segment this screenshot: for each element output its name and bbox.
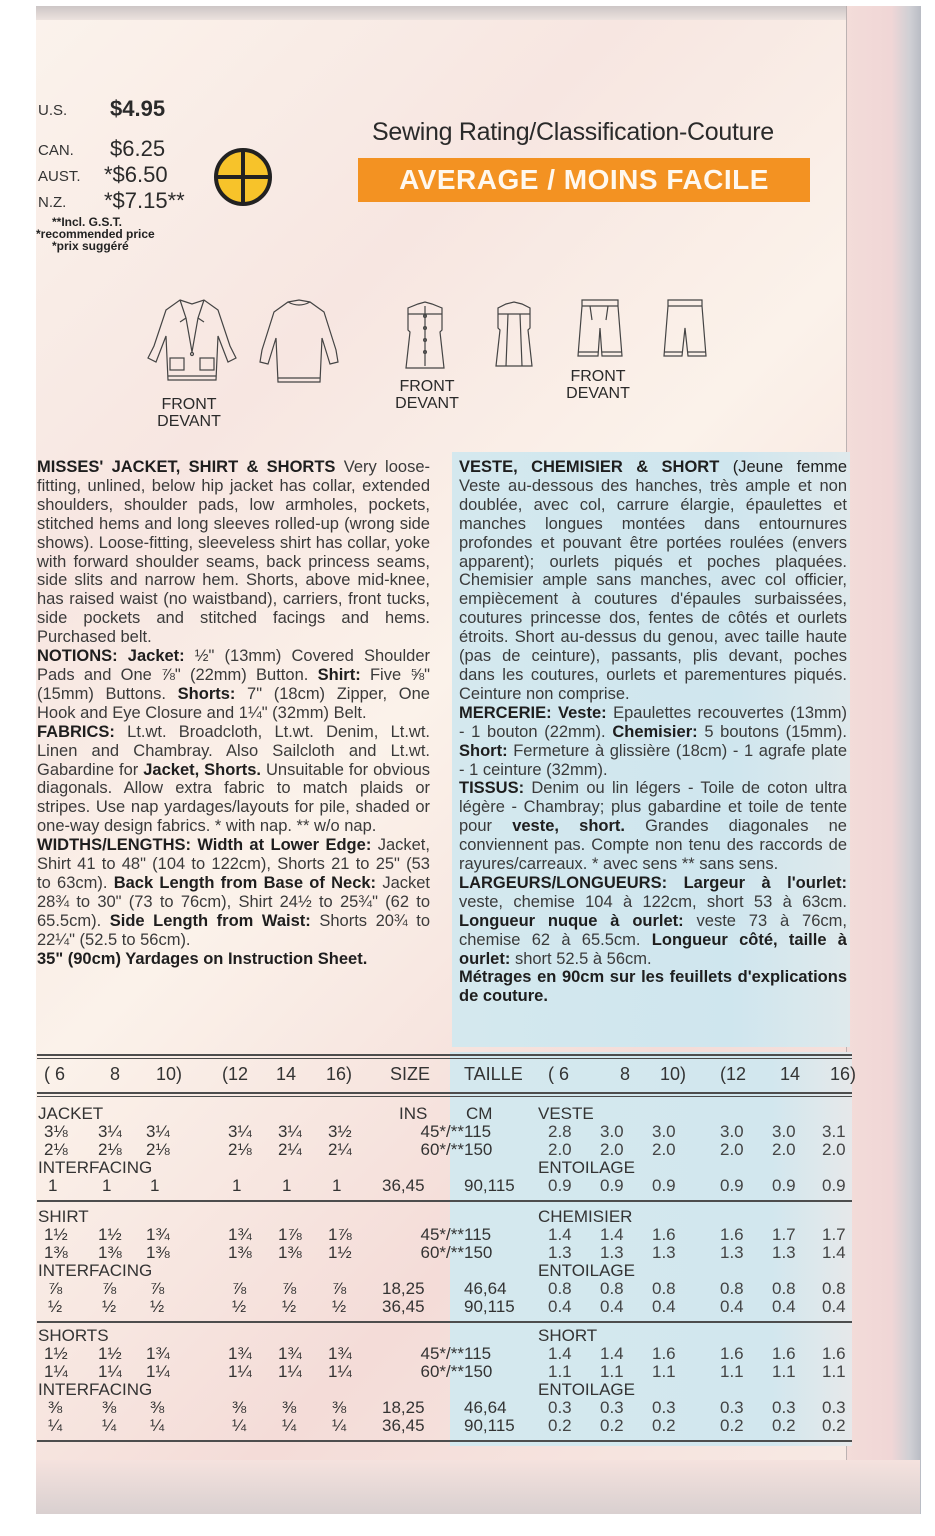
yardage-value-en: 1½ xyxy=(98,1225,122,1244)
yardage-value-en: 1¾ xyxy=(328,1344,352,1363)
interfacing-value-fr: 0.3 xyxy=(822,1398,846,1417)
yardage-value-fr: 1.3 xyxy=(772,1243,796,1262)
yardage-value-en: 2⅛ xyxy=(228,1140,252,1159)
interfacing-value-en: ½ xyxy=(232,1297,247,1316)
fabric-width-cm: 150 xyxy=(464,1362,493,1381)
notions-shirt: Five ⅝" (15mm) Buttons. xyxy=(37,665,431,703)
sewing-rating-title: Sewing Rating/Classification-Couture xyxy=(372,118,774,146)
yardage-value-en: 1¾ xyxy=(278,1344,302,1363)
french-title: VESTE, CHEMISIER & SHORT xyxy=(459,458,720,476)
interfacing-value-fr: 0.4 xyxy=(548,1297,572,1316)
interfacing-value-en: 1 xyxy=(282,1176,292,1195)
interfacing-value-fr: 0.2 xyxy=(822,1416,846,1435)
yardage-value-en: 1¾ xyxy=(228,1344,252,1363)
unit-cm: CM xyxy=(466,1104,493,1123)
interfacing-width-ins: 36,45 xyxy=(382,1416,425,1435)
french-body: Veste au-dessous des hanches, très ample et non doublée, avec col, carrure élargie, épaulettes et manches longues montées dans entournures profondes et pouvant être portées roulées (envers apparent); ourlets piqués et poches plaquées. Chemisier ample sans manches, avec col officier, empiècement à coutures d'épaules surbaissées, coutures princesse dos, fentes de côtés et ourlets étroits. Short au-dessus du genou, avec taille haute (pas de ceinture), passants, plis devant, poches dans les coutures, ourlets et parementures piqués. Ceinture non comprise. xyxy=(459,476,847,703)
mercerie-short-label: Short: xyxy=(459,741,508,760)
mercerie-chemisier: 5 boutons (15mm). xyxy=(704,722,847,741)
interfacing-value-fr: 0.3 xyxy=(772,1398,796,1417)
yardage-value-en: 3⅛ xyxy=(44,1122,68,1141)
yardage-value-fr: 1.6 xyxy=(720,1344,744,1363)
price-country: N.Z. xyxy=(38,194,67,211)
shorts-front-sketch xyxy=(576,298,624,360)
interfacing-value-fr: 0.2 xyxy=(720,1416,744,1435)
notions-shorts: 7" (18cm) Zipper, One Hook and Eye Closure and 1¼" (32mm) Belt. xyxy=(37,684,430,722)
tissus-text-2: Grandes diagonales ne conviennent pas. Compte non tenu des raccords de rayures/carreaux. * avec sens ** sans sens. xyxy=(459,817,847,874)
interfacing-value-fr: 0.2 xyxy=(652,1416,676,1435)
yardage-value-fr: 1.4 xyxy=(600,1344,624,1363)
notions-label: NOTIONS: xyxy=(37,647,118,666)
interfacing-value-en: ¼ xyxy=(332,1416,347,1435)
price-value: *$7.15** xyxy=(104,188,185,213)
yardage-value-fr: 2.0 xyxy=(822,1140,846,1159)
front-label: FRONT xyxy=(399,378,455,395)
interfacing-value-fr: 0.8 xyxy=(652,1279,676,1298)
interfacing-value-en: ½ xyxy=(150,1297,165,1316)
price-list xyxy=(36,96,206,214)
interfacing-width-ins: 18,25 xyxy=(382,1398,425,1417)
fabric-width-ins: 60*/** xyxy=(420,1140,464,1159)
yardage-value-fr: 1.3 xyxy=(548,1243,572,1262)
yardage-value-fr: 2.0 xyxy=(772,1140,796,1159)
notions-shorts-label: Shorts: xyxy=(177,684,236,703)
yardage-value-fr: 1.6 xyxy=(652,1225,676,1244)
fabric-width-ins: 45*/** xyxy=(420,1225,464,1244)
price-us xyxy=(36,96,206,122)
interfacing-value-en: ½ xyxy=(282,1297,297,1316)
widths-text: Jacket, Shirt 41 to 48" (104 to 122cm), Shorts 21 to 25" (53 to 63cm). xyxy=(37,836,430,892)
table-rule xyxy=(37,1321,852,1323)
price-note-recommended: *recommended price xyxy=(36,227,155,241)
envelope-bottom-edge xyxy=(36,1460,920,1514)
interfacing-value-fr: 0.4 xyxy=(822,1297,846,1316)
shirt-front-label xyxy=(372,378,482,412)
metrages-note: Métrages en 90cm sur les feuillets d'explications de couture. xyxy=(459,968,847,1006)
yardage-value-fr: 2.0 xyxy=(652,1140,676,1159)
interfacing-width-cm: 90,115 xyxy=(464,1416,515,1435)
interfacing-value-en: ½ xyxy=(332,1297,347,1316)
interfacing-value-en: ⅞ xyxy=(332,1279,347,1298)
yardage-value-en: 1¾ xyxy=(228,1225,252,1244)
yardage-value-fr: 1.4 xyxy=(822,1243,846,1262)
yardage-value-en: 1½ xyxy=(44,1344,68,1363)
interfacing-value-fr: 0.8 xyxy=(772,1279,796,1298)
yardage-value-en: 1¼ xyxy=(44,1362,68,1381)
interfacing-value-en: 1 xyxy=(232,1176,242,1195)
fabrics-text-2: Unsuitable for obvious diagonals. Allow extra fabric to match plaids or stripes. Use nap yardages/layouts for pile, shaded or one-way design fabrics. * with nap. ** w/o nap. xyxy=(37,760,430,836)
table-rule xyxy=(37,1092,852,1094)
fabric-width-cm: 115 xyxy=(464,1122,492,1141)
interfacing-value-en: ⅞ xyxy=(282,1279,297,1298)
yardage-value-en: 1¾ xyxy=(146,1225,170,1244)
interfacing-title-fr: ENTOILAGE xyxy=(538,1158,635,1177)
yardage-value-fr: 1.6 xyxy=(772,1344,796,1363)
yardage-note: 35" (90cm) Yardages on Instruction Sheet. xyxy=(37,949,368,968)
largeurs-text: veste, chemise 104 à 122cm, short 53 à 63cm. xyxy=(459,892,847,911)
size-header-fr: 16) xyxy=(830,1064,857,1084)
fabric-width-ins: 60*/** xyxy=(420,1362,464,1381)
yardage-value-fr: 1.1 xyxy=(548,1362,572,1381)
english-body: Very loose-fitting, unlined, below hip jacket has collar, extended shoulders, shoulder pads, low armholes, pockets, stitched hems and long sleeves rolled-up (wrong side shows). Loose-fitting, sleeveless shirt has collar, yoke with forward shoulder seams, back princess seams, side slits and narrow hem. Shorts, above mid-knee, has raised waist (no waistband), carriers, front tucks, side pockets and stitched facings and hems. Purchased belt. xyxy=(37,458,430,647)
yardage-value-fr: 1.1 xyxy=(652,1362,676,1381)
interfacing-width-cm: 46,64 xyxy=(464,1279,507,1298)
interfacing-width-cm: 46,64 xyxy=(464,1398,507,1417)
french-title-suffix: (Jeune femme xyxy=(732,458,847,476)
tissus-bold: veste, short. xyxy=(512,817,625,836)
yardage-value-fr: 3.0 xyxy=(772,1122,796,1141)
size-header-fr: (12 xyxy=(720,1064,747,1084)
yardage-value-en: 1⅜ xyxy=(228,1243,252,1262)
yardage-value-en: 1⅜ xyxy=(44,1243,68,1262)
yardage-value-fr: 3.0 xyxy=(600,1122,624,1141)
yardage-value-en: 1⅞ xyxy=(278,1225,302,1244)
mercerie-veste-label: Veste: xyxy=(558,703,607,722)
fabric-width-cm: 115 xyxy=(464,1225,492,1244)
interfacing-title-en: INTERFACING xyxy=(38,1380,153,1399)
fabric-width-cm: 150 xyxy=(464,1243,493,1262)
section-title-en: SHIRT xyxy=(38,1207,89,1226)
interfacing-value-fr: 0.8 xyxy=(600,1279,624,1298)
yardage-value-en: 2⅛ xyxy=(98,1140,122,1159)
english-title: MISSES' JACKET, SHIRT & SHORTS xyxy=(37,458,336,476)
fabrics-label: FABRICS: xyxy=(37,722,115,741)
devant-label: DEVANT xyxy=(395,395,459,412)
interfacing-value-fr: 0.9 xyxy=(600,1176,624,1195)
yardage-value-en: 2¼ xyxy=(328,1140,352,1159)
mercerie-chemisier-label: Chemisier: xyxy=(612,722,698,741)
shorts-back-sketch xyxy=(662,298,708,360)
price-note-gst: **Incl. G.S.T. xyxy=(52,215,123,229)
interfacing-value-en: 1 xyxy=(332,1176,342,1195)
shorts-front-label xyxy=(543,368,653,402)
interfacing-value-fr: 0.9 xyxy=(822,1176,846,1195)
price-country: AUST. xyxy=(38,168,81,185)
yardage-value-en: 2⅛ xyxy=(146,1140,170,1159)
table-rule xyxy=(37,1440,852,1442)
interfacing-value-en: ¼ xyxy=(150,1416,165,1435)
fabrics-bold: Jacket, Shorts. xyxy=(143,760,262,779)
yardage-value-en: 1¼ xyxy=(278,1362,302,1381)
interfacing-title-en: INTERFACING xyxy=(38,1261,153,1280)
fabric-width-ins: 45*/** xyxy=(420,1344,464,1363)
notions-jacket-label: Jacket: xyxy=(127,647,185,666)
interfacing-value-en: ½ xyxy=(48,1297,63,1316)
yardage-value-en: 1⅞ xyxy=(328,1225,352,1244)
side-length-label: Side Length from Waist: xyxy=(109,911,311,930)
longueur-cote: short 52.5 à 56cm. xyxy=(514,949,652,968)
price-aust xyxy=(36,162,206,188)
interfacing-value-en: ⅜ xyxy=(102,1398,117,1417)
size-header-fr: 14 xyxy=(780,1064,801,1084)
yardage-value-fr: 1.1 xyxy=(600,1362,624,1381)
side-length: Shorts 20¾ to 22¼" (52.5 to 56cm). xyxy=(37,911,431,949)
interfacing-title-fr: ENTOILAGE xyxy=(538,1261,635,1280)
interfacing-value-fr: 0.2 xyxy=(772,1416,796,1435)
size-header-fr: 10) xyxy=(660,1064,687,1084)
section-title-fr: VESTE xyxy=(538,1104,594,1123)
english-description xyxy=(37,458,430,968)
yardage-value-en: 1¼ xyxy=(328,1362,352,1381)
interfacing-value-fr: 0.3 xyxy=(548,1398,572,1417)
yardage-value-en: 1⅜ xyxy=(98,1243,122,1262)
mercerie-short: Fermeture à glissière (18cm) - 1 agrafe plate - 1 ceinture (32mm). xyxy=(459,741,847,779)
price-value: $4.95 xyxy=(110,96,166,121)
envelope-top-edge xyxy=(36,6,920,20)
interfacing-value-en: ¼ xyxy=(48,1416,63,1435)
interfacing-value-fr: 0.4 xyxy=(600,1297,624,1316)
tissus-text: Denim ou lin légers - Toile de coton ultra légère - Chambray; plus gabardine et toile de tente pour xyxy=(459,779,847,836)
back-length: Jacket 28¾ to 30" (73 to 76cm), Shirt 24½ to 25¾" (62 to 65.5cm). xyxy=(37,873,430,930)
yardage-value-fr: 1.1 xyxy=(822,1362,846,1381)
interfacing-value-en: ¼ xyxy=(282,1416,297,1435)
yardage-value-fr: 1.3 xyxy=(720,1243,744,1262)
yardage-value-en: 3½ xyxy=(328,1122,352,1141)
devant-label: DEVANT xyxy=(157,413,221,430)
shirt-back-sketch xyxy=(494,300,534,370)
interfacing-value-en: ⅞ xyxy=(150,1279,165,1298)
interfacing-value-en: ⅜ xyxy=(332,1398,347,1417)
interfacing-value-fr: 0.3 xyxy=(720,1398,744,1417)
interfacing-value-en: 1 xyxy=(102,1176,112,1195)
interfacing-value-fr: 0.9 xyxy=(652,1176,676,1195)
size-header-en: 10) xyxy=(156,1064,183,1084)
size-header-fr: 8 xyxy=(620,1064,631,1084)
table-rule xyxy=(37,1096,852,1097)
yardage-value-en: 3¼ xyxy=(146,1122,170,1141)
interfacing-value-en: ⅜ xyxy=(150,1398,165,1417)
size-header-fr: ( 6 xyxy=(548,1064,570,1084)
french-description xyxy=(459,458,847,1006)
fabrics-text: Lt.wt. Broadcloth, Lt.wt. Denim, Lt.wt. Linen and Chambray. Also Sailcloth and Lt.wt. Gabardine for xyxy=(37,722,430,779)
yardage-value-fr: 1.4 xyxy=(548,1225,572,1244)
price-note-suggere: *prix suggéré xyxy=(52,239,129,253)
yardage-value-fr: 1.6 xyxy=(822,1344,846,1363)
unit-ins: INS xyxy=(399,1104,428,1123)
interfacing-width-ins: 36,45 xyxy=(382,1176,425,1195)
yardage-value-fr: 1.6 xyxy=(652,1344,676,1363)
yardage-value-en: 1⅜ xyxy=(146,1243,170,1262)
interfacing-value-fr: 0.9 xyxy=(548,1176,572,1195)
price-value: *$6.50 xyxy=(104,162,168,187)
interfacing-title-en: INTERFACING xyxy=(38,1158,153,1177)
interfacing-value-en: 1 xyxy=(48,1176,58,1195)
yardage-value-en: 3¼ xyxy=(98,1122,122,1141)
price-value: $6.25 xyxy=(110,136,166,161)
fabric-width-ins: 60*/** xyxy=(420,1243,464,1262)
price-notes xyxy=(36,216,196,252)
section-title-en: JACKET xyxy=(38,1104,104,1123)
crosshair-circle-icon xyxy=(214,148,272,206)
interfacing-value-en: ⅜ xyxy=(282,1398,297,1417)
interfacing-value-fr: 0.3 xyxy=(600,1398,624,1417)
shirt-front-sketch xyxy=(402,300,448,372)
size-header-en: (12 xyxy=(222,1064,249,1084)
section-title-fr: CHEMISIER xyxy=(538,1207,633,1226)
interfacing-value-en: ⅞ xyxy=(102,1279,117,1298)
longueur-cote-label: Longueur côté, taille à ourlet: xyxy=(459,930,847,968)
fabric-width-ins: 45*/** xyxy=(420,1122,464,1141)
interfacing-value-en: ¼ xyxy=(102,1416,117,1435)
price-can xyxy=(36,136,206,162)
interfacing-value-en: ⅜ xyxy=(232,1398,247,1417)
price-nz xyxy=(36,188,206,214)
interfacing-value-en: ⅜ xyxy=(48,1398,63,1417)
yardage-value-fr: 2.0 xyxy=(548,1140,572,1159)
yardage-value-en: 1¼ xyxy=(98,1362,122,1381)
front-label: FRONT xyxy=(161,396,217,413)
yardage-value-en: 1¾ xyxy=(146,1344,170,1363)
fabric-width-cm: 115 xyxy=(464,1344,492,1363)
yardage-value-en: 3¼ xyxy=(278,1122,302,1141)
size-header-en: 8 xyxy=(110,1064,121,1084)
yardage-value-fr: 2.0 xyxy=(600,1140,624,1159)
yardage-value-en: 2¼ xyxy=(278,1140,302,1159)
yardage-value-fr: 1.1 xyxy=(720,1362,744,1381)
longueur-nuque-label: Longueur nuque à ourlet: xyxy=(459,911,684,930)
largeurs-label: LARGEURS/LONGUEURS: Largeur à l'ourlet: xyxy=(459,873,847,892)
notions-shirt-label: Shirt: xyxy=(317,665,361,684)
yardage-value-en: 3¼ xyxy=(228,1122,252,1141)
interfacing-value-fr: 0.3 xyxy=(652,1398,676,1417)
fabric-width-cm: 150 xyxy=(464,1140,493,1159)
interfacing-value-fr: 0.8 xyxy=(548,1279,572,1298)
mercerie-veste: Epaulettes recouvertes (13mm) - 1 bouton (22mm). xyxy=(459,703,847,741)
yardage-value-fr: 3.1 xyxy=(822,1122,846,1141)
yardage-value-en: 1½ xyxy=(98,1344,122,1363)
yardage-value-fr: 1.7 xyxy=(772,1225,796,1244)
interfacing-value-en: ½ xyxy=(102,1297,117,1316)
taille-header-label: TAILLE xyxy=(464,1064,523,1084)
notions-jacket: ½" (13mm) Covered Shoulder Pads and One ⅞" (22mm) Button. xyxy=(37,647,430,684)
yardage-value-fr: 3.0 xyxy=(652,1122,676,1141)
mercerie-label: MERCERIE: xyxy=(459,703,552,722)
size-header-en: 14 xyxy=(276,1064,297,1084)
interfacing-value-en: 1 xyxy=(150,1176,160,1195)
interfacing-value-fr: 0.4 xyxy=(720,1297,744,1316)
devant-label: DEVANT xyxy=(566,385,630,402)
interfacing-width-cm: 90,115 xyxy=(464,1297,515,1316)
back-length-label: Back Length from Base of Neck: xyxy=(113,873,377,892)
sewing-rating-badge: AVERAGE / MOINS FACILE xyxy=(358,158,810,202)
jacket-front-label xyxy=(134,396,244,430)
size-header-label: SIZE xyxy=(390,1064,431,1084)
interfacing-value-fr: 0.2 xyxy=(600,1416,624,1435)
jacket-back-sketch xyxy=(258,298,340,390)
price-country: U.S. xyxy=(38,102,68,119)
table-rule xyxy=(37,1200,852,1202)
yardage-value-fr: 1.3 xyxy=(600,1243,624,1262)
yardage-value-fr: 3.0 xyxy=(720,1122,744,1141)
price-country: CAN. xyxy=(38,142,74,159)
yardage-value-en: 1½ xyxy=(328,1243,352,1262)
tissus-label: TISSUS: xyxy=(459,779,525,798)
size-header-en: ( 6 xyxy=(44,1064,66,1084)
interfacing-value-fr: 0.4 xyxy=(772,1297,796,1316)
longueur-nuque: veste 73 à 76cm, chemise 62 à 65.5cm. xyxy=(459,911,847,949)
interfacing-width-cm: 90,115 xyxy=(464,1176,515,1195)
interfacing-width-ins: 18,25 xyxy=(382,1279,425,1298)
yardage-value-fr: 1.6 xyxy=(720,1225,744,1244)
yardage-value-en: 1½ xyxy=(44,1225,68,1244)
yardage-value-en: 1¼ xyxy=(228,1362,252,1381)
interfacing-value-en: ¼ xyxy=(232,1416,247,1435)
yardage-value-en: 1⅜ xyxy=(278,1243,302,1262)
yardage-value-fr: 1.4 xyxy=(600,1225,624,1244)
yardage-value-fr: 1.4 xyxy=(548,1344,572,1363)
jacket-front-sketch xyxy=(146,296,238,388)
interfacing-value-fr: 0.9 xyxy=(772,1176,796,1195)
front-label: FRONT xyxy=(570,368,626,385)
interfacing-value-fr: 0.4 xyxy=(652,1297,676,1316)
interfacing-width-ins: 36,45 xyxy=(382,1297,425,1316)
widths-label: WIDTHS/LENGTHS: Width at Lower Edge: xyxy=(37,836,372,855)
yardage-value-fr: 2.0 xyxy=(720,1140,744,1159)
yardage-value-en: 1¼ xyxy=(146,1362,170,1381)
interfacing-value-fr: 0.2 xyxy=(548,1416,572,1435)
interfacing-value-en: ⅞ xyxy=(48,1279,63,1298)
table-rule xyxy=(37,1054,852,1056)
interfacing-title-fr: ENTOILAGE xyxy=(538,1380,635,1399)
interfacing-value-fr: 0.8 xyxy=(720,1279,744,1298)
section-title-fr: SHORT xyxy=(538,1326,598,1345)
yardage-value-en: 2⅛ xyxy=(44,1140,68,1159)
yardage-value-fr: 1.7 xyxy=(822,1225,846,1244)
interfacing-value-fr: 0.9 xyxy=(720,1176,744,1195)
envelope-side-flap xyxy=(846,6,921,1514)
interfacing-value-fr: 0.8 xyxy=(822,1279,846,1298)
section-title-en: SHORTS xyxy=(38,1326,109,1345)
size-header-en: 16) xyxy=(326,1064,353,1084)
yardage-value-fr: 2.8 xyxy=(548,1122,572,1141)
yardage-value-fr: 1.1 xyxy=(772,1362,796,1381)
interfacing-value-en: ⅞ xyxy=(232,1279,247,1298)
table-rule xyxy=(37,1058,852,1059)
yardage-value-fr: 1.3 xyxy=(652,1243,676,1262)
